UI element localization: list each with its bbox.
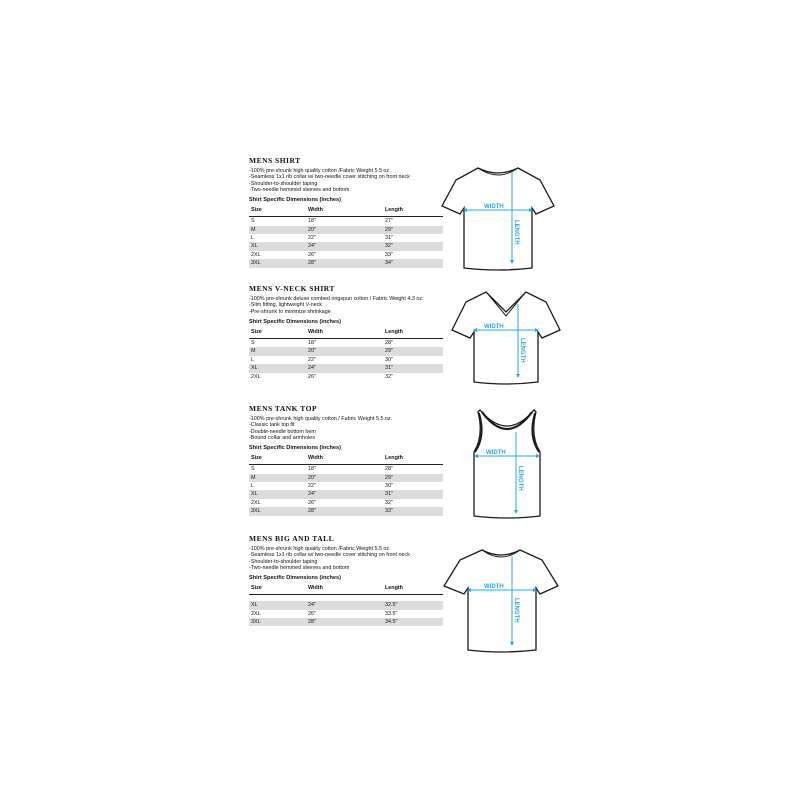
section-title: MENS BIG AND TALL [249, 534, 335, 543]
cell-width: 26" [308, 373, 316, 380]
cell-size: S [251, 466, 255, 473]
header-width: Width [306, 327, 383, 339]
header-width: Width [306, 583, 383, 595]
table-header-row [249, 327, 443, 339]
header-size: Size [249, 583, 306, 595]
table-header-row [249, 205, 443, 217]
feature-line: -Shoulder-to-shoulder taping [249, 180, 318, 187]
section-title: MENS V-NECK SHIRT [249, 284, 335, 293]
cell-width: 18" [308, 466, 316, 473]
mens-tank-section [249, 404, 449, 516]
cell-width: 20" [306, 474, 383, 482]
cell-width: 20" [306, 226, 383, 234]
header-size: Size [249, 453, 306, 465]
cell-size: 3XL [249, 618, 306, 626]
table-header-row [249, 583, 443, 595]
cell-size: S [251, 339, 255, 346]
feature-line: -Double-needle bottom hem [249, 428, 316, 435]
cell-size: L [251, 483, 254, 489]
table-row [249, 251, 443, 259]
section-title: MENS SHIRT [249, 156, 301, 165]
feature-line: -Pre-shrunk to minimize shrinkage [249, 308, 331, 315]
cell-size: 2XL [251, 251, 261, 258]
header-width: Width [306, 205, 383, 217]
dimensions-label: Shirt Specific Dimensions (inches) [249, 445, 342, 452]
feature-line: -Classic tank top fit [249, 422, 295, 429]
feature-line: -100% pre-shrunk deluxe combed ringspun cotton / Fabric Weight 4.3 oz. [249, 296, 424, 302]
cell-width: 18" [308, 339, 316, 346]
cell-length: 29" [383, 474, 443, 482]
cell-length: 31" [383, 490, 443, 498]
cell-width: 28" [306, 259, 383, 267]
cell-size: 2XL [251, 373, 261, 380]
table-row [249, 474, 443, 482]
cell-size: 2XL [251, 610, 261, 617]
cell-width: 18" [308, 218, 316, 225]
table-row [249, 356, 443, 364]
cell-size: XL [249, 364, 306, 372]
cell-size: 3XL [249, 259, 306, 267]
table-row [249, 373, 443, 381]
feature-line: -Shoulder-to-shoulder taping [249, 558, 318, 565]
cell-size: XL [249, 242, 306, 250]
table-row [249, 259, 443, 267]
cell-size: XL [249, 601, 306, 609]
table-row [249, 490, 443, 498]
header-length: Length [383, 327, 443, 339]
length-label: LENGTH [517, 466, 523, 491]
cell-length: 29" [383, 226, 443, 234]
size-table [249, 205, 443, 267]
cell-width: 24" [306, 601, 383, 609]
cell-length: 27" [385, 218, 393, 225]
cell-size: XL [249, 490, 306, 498]
cell-length: 33.5" [385, 610, 398, 617]
feature-line: -Seamless 1x1 rib collar w/ two-needle cover stitching on front neck [249, 174, 410, 181]
cell-size: L [251, 356, 254, 363]
header-size: Size [249, 205, 306, 217]
feature-line: -Two-needle hemmed sleeves and bottom [249, 186, 350, 193]
cell-width: 22" [308, 356, 316, 363]
cell-width: 20" [306, 347, 383, 355]
cell-width: 22" [308, 235, 316, 241]
cell-length: 31" [385, 235, 393, 241]
cell-length: 29" [383, 347, 443, 355]
cell-length: 34" [383, 259, 443, 267]
cell-size: L [251, 235, 254, 241]
table-row [249, 499, 443, 507]
length-label: LENGTH [513, 598, 519, 623]
header-length: Length [383, 453, 443, 465]
size-table [249, 583, 443, 626]
table-row [249, 610, 443, 618]
table-row [249, 507, 443, 515]
cell-length: 28" [385, 466, 393, 473]
table-row [249, 242, 443, 250]
feature-line: -100% pre-shrunk high quality cotton /Fabric Weight 5.5 oz. [249, 168, 391, 174]
mens-vneck-section [249, 284, 449, 381]
cell-length: 32" [383, 242, 443, 250]
cell-width: 26" [308, 610, 316, 617]
dimensions-label: Shirt Specific Dimensions (inches) [249, 197, 342, 204]
cell-size: M [249, 474, 306, 482]
cell-length: 28" [385, 339, 393, 346]
table-row [249, 338, 443, 347]
length-label: LENGTH [513, 220, 519, 245]
cell-length: 30" [385, 356, 393, 363]
big-tall-diagram [442, 546, 560, 663]
cell-size: M [249, 226, 306, 234]
width-label: WIDTH [484, 324, 504, 330]
cell-size: 2XL [251, 499, 261, 506]
header-width: Width [306, 453, 383, 465]
size-table [249, 327, 443, 381]
size-table [249, 453, 443, 515]
vneck-diagram [448, 288, 564, 393]
tshirt-diagram [440, 158, 556, 281]
tank-top-diagram [470, 406, 544, 527]
cell-width: 26" [308, 251, 316, 258]
cell-width: 24" [306, 242, 383, 250]
cell-length: 32.5" [383, 601, 443, 609]
width-label: WIDTH [484, 204, 504, 210]
cell-length: 34.5" [383, 618, 443, 626]
cell-length: 33" [383, 507, 443, 515]
feature-line: -Two-needle hemmed sleeves and bottom [249, 564, 350, 571]
feature-line: -100% pre-shrunk high quality cotton / Fabric Weight 5.5 oz. [249, 416, 393, 422]
table-row [249, 482, 443, 490]
table-row [249, 217, 443, 226]
mens-shirt-section [249, 156, 449, 268]
dimensions-label: Shirt Specific Dimensions (inches) [249, 575, 342, 582]
cell-width: 22" [308, 483, 316, 489]
table-row [249, 618, 443, 626]
mens-big-tall-section [249, 534, 449, 626]
length-label: LENGTH [519, 338, 525, 363]
table-row [249, 601, 443, 609]
cell-width: 26" [308, 499, 316, 506]
section-title: MENS TANK TOP [249, 404, 318, 413]
table-row [249, 465, 443, 474]
cell-length: 30" [385, 483, 393, 489]
cell-size: M [249, 347, 306, 355]
feature-line: -Seamless 1x1 rib collar w/ two-needle cover stitching on front neck [249, 552, 410, 559]
cell-width: 24" [306, 364, 383, 372]
cell-width: 24" [306, 490, 383, 498]
table-row [249, 234, 443, 242]
cell-length: 32" [385, 499, 393, 506]
header-length: Length [383, 583, 443, 595]
cell-length: 33" [385, 251, 393, 258]
cell-width: 28" [306, 507, 383, 515]
feature-line: -Bound collar and armholes [249, 434, 315, 441]
header-length: Length [383, 205, 443, 217]
header-size: Size [249, 327, 306, 339]
table-row [249, 226, 443, 234]
table-header-row [249, 453, 443, 465]
cell-size: S [251, 218, 255, 225]
cell-size: 3XL [249, 507, 306, 515]
cell-length: 32" [385, 373, 393, 380]
width-label: WIDTH [484, 584, 504, 590]
dimensions-label: Shirt Specific Dimensions (inches) [249, 318, 342, 325]
feature-line: -Slim fitting, lightweight V-neck [249, 302, 323, 309]
table-row [249, 364, 443, 372]
feature-line: -100% pre-shrunk high quality cotton /Fabric Weight 5.5 oz. [249, 546, 391, 552]
cell-width: 28" [306, 618, 383, 626]
width-label: WIDTH [486, 450, 506, 456]
cell-length: 31" [383, 364, 443, 372]
table-row [249, 347, 443, 355]
